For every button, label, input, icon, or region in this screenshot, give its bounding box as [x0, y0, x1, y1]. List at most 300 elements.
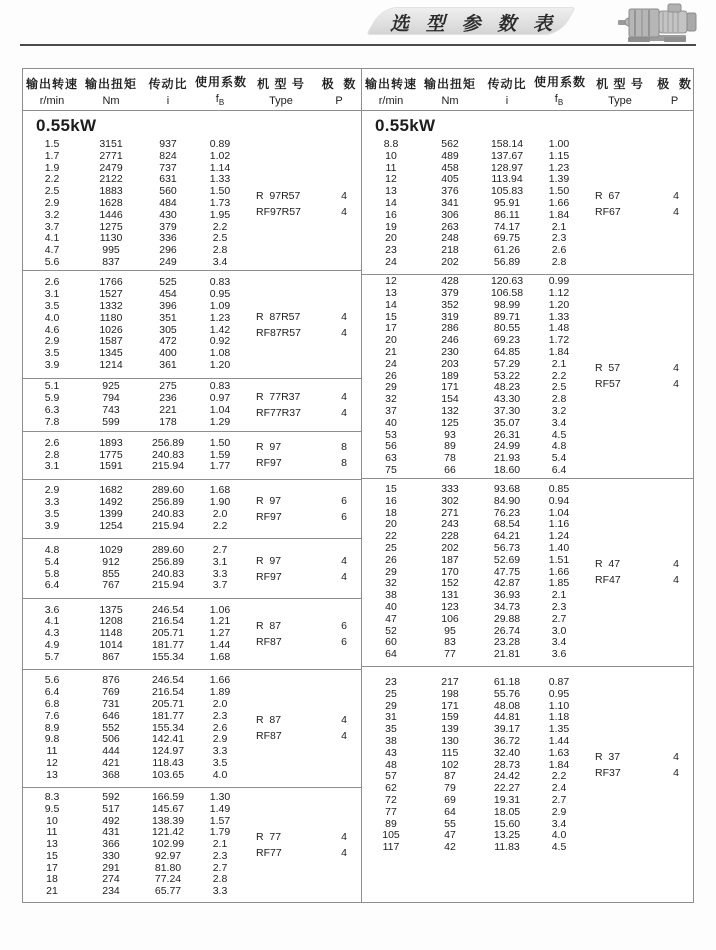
service-factor-value: 2.5	[551, 381, 567, 394]
ratio-value: 64.85	[493, 346, 521, 358]
table-row	[23, 804, 361, 816]
output-torque-value: 1130	[99, 232, 123, 245]
ratio-value: 396	[159, 299, 177, 312]
output-torque-value: 1254	[99, 519, 123, 532]
output-torque-value: 1026	[99, 323, 123, 336]
output-torque-value: 1492	[99, 496, 123, 509]
type-designations	[256, 493, 347, 525]
output-speed-value: 7.6	[44, 709, 60, 722]
table-block	[23, 539, 361, 599]
type-line	[256, 455, 347, 471]
service-factor-value: 2.1	[551, 589, 567, 602]
ratio-value: 296	[159, 244, 177, 257]
ratio-value: 21.93	[493, 452, 521, 465]
type-line	[256, 829, 347, 845]
table-row	[23, 886, 361, 898]
header-output-speed: 输出转速 r/min	[364, 76, 417, 107]
table-row	[362, 465, 693, 477]
output-torque-value: 599	[102, 415, 120, 428]
service-factor-value: 1.39	[548, 173, 570, 186]
ratio-value: 246.54	[151, 603, 185, 616]
output-torque-value: 912	[102, 555, 120, 568]
pole-count: 4	[341, 846, 347, 859]
service-factor-value: 2.3	[551, 600, 567, 613]
output-torque-value: 243	[441, 518, 459, 531]
ratio-value: 361	[159, 358, 177, 371]
block-rows	[362, 484, 693, 661]
output-speed-value: 3.9	[44, 519, 60, 532]
service-factor-value: 1.14	[209, 161, 231, 174]
type-label: R 77R37	[256, 391, 301, 403]
service-factor-value: 3.4	[551, 817, 567, 830]
output-torque-value: 274	[102, 873, 120, 886]
service-factor-value: 3.4	[212, 255, 228, 268]
output-speed-value: 2.6	[44, 276, 60, 289]
output-torque-value: 139	[441, 723, 459, 736]
table-row	[362, 347, 693, 359]
right-data-blocks	[362, 111, 693, 902]
output-torque-value: 319	[441, 310, 459, 323]
output-speed-value: 40	[385, 416, 397, 429]
type-line	[256, 712, 347, 728]
service-factor-value: 2.9	[212, 733, 228, 746]
pole-count: 4	[341, 205, 347, 218]
output-torque-value: 69	[444, 793, 456, 806]
type-line	[256, 493, 347, 509]
output-speed-value: 14	[385, 298, 397, 311]
output-speed-value: 43	[385, 746, 397, 759]
type-label: R 67	[595, 189, 621, 202]
output-torque-value: 132	[441, 404, 459, 417]
table-block	[362, 111, 693, 275]
ratio-value: 24.42	[493, 770, 521, 783]
table-row	[23, 257, 361, 269]
output-speed-value: 2.6	[44, 436, 60, 449]
table-left-half	[23, 69, 362, 902]
service-factor-value: 3.4	[551, 636, 567, 649]
type-designations	[256, 712, 347, 744]
output-torque-value: 352	[441, 298, 459, 311]
pole-count: 4	[341, 189, 347, 202]
service-factor-value: 1.90	[209, 496, 231, 509]
service-factor-value: 2.7	[551, 612, 567, 625]
service-factor-value: 0.83	[209, 380, 231, 393]
output-torque-value: 995	[102, 244, 120, 257]
ratio-value: 106.58	[490, 287, 524, 300]
output-torque-value: 42	[444, 841, 456, 854]
ratio-value: 84.90	[493, 494, 521, 507]
service-factor-value: 3.2	[551, 404, 567, 417]
output-speed-value: 89	[385, 817, 397, 830]
ratio-value: 275	[159, 380, 177, 393]
ratio-value: 92.97	[154, 849, 182, 862]
service-factor-value: 5.4	[551, 452, 567, 465]
output-torque-value: 55	[444, 817, 456, 830]
ratio-value: 166.59	[151, 790, 185, 803]
table-row	[23, 675, 361, 687]
pole-count: 4	[673, 558, 679, 571]
output-speed-value: 13	[46, 768, 58, 781]
service-factor-value: 2.4	[551, 782, 567, 795]
type-designations	[595, 749, 679, 781]
service-factor-value: 1.79	[209, 826, 231, 839]
ratio-value: 68.54	[493, 518, 521, 531]
header-ratio: 传动比 i	[487, 76, 527, 107]
table-row	[362, 323, 693, 335]
service-factor-value: 1.72	[548, 334, 570, 347]
output-torque-value: 78	[444, 452, 456, 465]
table-header-left	[23, 69, 361, 111]
pole-count: 8	[341, 457, 347, 470]
service-factor-value: 1.20	[209, 358, 231, 371]
output-torque-value: 330	[102, 849, 120, 862]
type-line	[256, 509, 347, 525]
output-speed-value: 1.5	[44, 138, 60, 150]
header-poles: 极 数 P	[321, 76, 357, 107]
output-torque-value: 106	[441, 612, 459, 625]
output-speed-value: 3.1	[44, 288, 60, 301]
type-line	[595, 188, 679, 204]
ratio-value: 289.60	[151, 484, 185, 497]
type-designations	[595, 360, 679, 392]
output-torque-value: 83	[444, 636, 456, 649]
ratio-value: 824	[159, 149, 177, 162]
output-torque-value: 731	[102, 698, 120, 710]
output-torque-value: 1180	[99, 311, 123, 324]
output-torque-value: 1208	[99, 615, 123, 628]
output-speed-value: 16	[385, 208, 397, 221]
type-label: RF87R57	[256, 326, 301, 339]
header-type: 机 型 号 Type	[596, 76, 644, 107]
type-label: R 57	[595, 362, 621, 375]
output-torque-value: 87	[444, 770, 456, 783]
service-factor-value: 1.20	[548, 298, 570, 311]
output-speed-value: 8.8	[383, 138, 399, 150]
ratio-value: 56.73	[493, 542, 521, 554]
service-factor-value: 2.2	[212, 519, 228, 532]
ratio-value: 454	[159, 288, 177, 301]
table-block	[362, 479, 693, 667]
ratio-value: 61.26	[493, 244, 521, 257]
output-speed-value: 32	[385, 393, 397, 406]
table-row	[362, 626, 693, 638]
output-torque-value: 2771	[99, 149, 123, 162]
ratio-value: 86.11	[494, 208, 520, 221]
output-speed-value: 20	[385, 334, 397, 347]
output-torque-value: 102	[441, 758, 459, 771]
output-torque-value: 170	[441, 565, 459, 578]
output-speed-value: 4.1	[44, 615, 60, 628]
pole-count: 4	[341, 391, 347, 403]
service-factor-value: 1.59	[209, 448, 231, 461]
service-factor-value: 0.95	[209, 288, 231, 301]
type-line	[256, 618, 347, 634]
output-speed-value: 18	[385, 506, 397, 519]
output-torque-value: 1029	[99, 543, 123, 556]
service-factor-value: 1.44	[548, 734, 570, 747]
table-row	[23, 792, 361, 804]
ratio-value: 48.23	[493, 381, 521, 394]
ratio-value: 21.81	[493, 648, 521, 661]
table-row	[362, 288, 693, 300]
service-factor-value: 3.6	[551, 648, 567, 661]
table-block	[23, 432, 361, 480]
service-factor-value: 1.50	[209, 436, 231, 449]
output-torque-value: 421	[102, 756, 120, 769]
output-speed-value: 26	[385, 553, 397, 566]
output-speed-value: 3.7	[44, 220, 60, 233]
service-factor-value: 4.8	[551, 440, 567, 453]
type-label: R 87	[256, 619, 282, 632]
service-factor-value: 1.35	[548, 723, 570, 736]
output-torque-value: 77	[444, 648, 456, 661]
output-torque-value: 66	[444, 463, 456, 476]
type-line	[256, 309, 347, 325]
output-torque-value: 743	[102, 404, 120, 416]
service-factor-value: 1.51	[548, 553, 570, 566]
block-rows	[23, 438, 361, 473]
pole-count: 4	[341, 730, 347, 743]
table-row	[23, 289, 361, 301]
service-factor-value: 2.3	[212, 709, 228, 722]
table-row	[362, 519, 693, 531]
ratio-value: 158.14	[490, 138, 524, 150]
ratio-value: 47.75	[493, 565, 521, 578]
ratio-value: 81.80	[154, 861, 182, 874]
ratio-value: 240.83	[151, 508, 185, 520]
output-speed-value: 15	[385, 483, 397, 496]
type-line	[256, 204, 347, 220]
table-row	[23, 277, 361, 289]
table-block	[23, 271, 361, 379]
output-torque-value: 428	[441, 275, 459, 288]
service-factor-value: 2.8	[212, 244, 228, 257]
output-torque-value: 47	[444, 829, 456, 842]
type-label: R 97	[256, 554, 282, 567]
output-torque-value: 217	[441, 676, 459, 688]
output-torque-value: 376	[441, 185, 459, 198]
output-torque-value: 1399	[99, 508, 123, 520]
output-speed-value: 25	[385, 687, 397, 700]
table-row	[23, 139, 361, 151]
service-factor-value: 3.4	[551, 416, 567, 429]
output-torque-value: 306	[441, 208, 459, 221]
ratio-value: 215.94	[151, 579, 185, 592]
service-factor-value: 1.04	[548, 506, 570, 519]
table-row	[23, 163, 361, 175]
service-factor-value: 1.48	[548, 322, 570, 335]
table-row	[362, 543, 693, 555]
output-speed-value: 8.3	[44, 790, 60, 803]
ratio-value: 69.23	[493, 334, 521, 347]
ratio-value: 145.67	[151, 802, 185, 815]
ratio-value: 65.77	[154, 885, 182, 898]
output-torque-value: 79	[444, 782, 456, 795]
type-line	[256, 389, 347, 405]
output-speed-value: 1.9	[44, 161, 60, 174]
service-factor-value: 1.66	[548, 196, 570, 209]
service-factor-value: 1.85	[548, 577, 570, 590]
block-rows	[23, 792, 361, 898]
output-speed-value: 14	[385, 196, 397, 209]
ratio-value: 105.83	[490, 185, 524, 198]
output-torque-value: 115	[441, 746, 459, 759]
ratio-value: 29.88	[493, 612, 521, 625]
output-speed-value: 6.4	[44, 579, 60, 592]
output-torque-value: 1014	[99, 638, 123, 651]
ratio-value: 26.31	[493, 428, 521, 441]
service-factor-value: 2.3	[551, 232, 567, 245]
output-torque-value: 189	[441, 369, 459, 382]
table-row	[23, 758, 361, 770]
table-block	[23, 670, 361, 788]
table-row	[23, 699, 361, 711]
pole-count: 8	[341, 441, 347, 454]
header-service-factor: 使用系数 $f_B$	[195, 75, 248, 108]
table-row	[362, 689, 693, 701]
ratio-value: 57.29	[493, 357, 521, 370]
ratio-value: 289.60	[151, 543, 185, 556]
service-factor-value: 1.84	[548, 208, 570, 221]
service-factor-value: 4.0	[551, 829, 567, 842]
table-row	[362, 233, 693, 245]
table-row	[23, 605, 361, 617]
type-label: R 87	[256, 714, 282, 727]
output-torque-value: 3151	[99, 138, 123, 150]
output-torque-value: 794	[102, 392, 120, 405]
output-speed-value: 10	[385, 149, 397, 162]
pole-count: 4	[673, 574, 679, 587]
service-factor-value: 0.92	[209, 335, 231, 348]
service-factor-value: 2.8	[551, 393, 567, 406]
block-rows	[362, 677, 693, 854]
service-factor-value: 1.10	[548, 699, 570, 712]
output-speed-value: 3.5	[44, 508, 60, 520]
output-torque-value: 1628	[99, 196, 123, 209]
output-speed-value: 11	[385, 161, 397, 174]
ratio-value: 19.31	[493, 793, 521, 806]
header-ratio: 传动比 i	[148, 76, 188, 107]
ratio-value: 56.89	[493, 255, 521, 268]
pole-count: 4	[341, 310, 347, 323]
ratio-value: 472	[159, 335, 177, 348]
type-designations	[256, 309, 347, 341]
output-torque-value: 130	[441, 734, 459, 747]
pole-count: 4	[673, 751, 679, 764]
ratio-value: 256.89	[151, 555, 185, 568]
service-factor-value: 1.95	[209, 208, 231, 221]
table-row	[23, 652, 361, 664]
service-factor-value: 6.4	[551, 463, 567, 476]
ratio-value: 631	[159, 173, 177, 186]
ratio-value: 155.34	[151, 650, 185, 663]
pole-count: 6	[341, 635, 347, 648]
output-speed-value: 4.1	[44, 232, 60, 245]
type-label: RF67	[595, 205, 621, 218]
table-row	[23, 151, 361, 163]
table-row	[362, 163, 693, 175]
pole-count: 6	[341, 619, 347, 632]
service-factor-value: 1.68	[209, 484, 231, 497]
service-factor-value: 2.2	[551, 369, 567, 382]
service-factor-value: 1.50	[548, 185, 570, 198]
ratio-value: 22.27	[493, 782, 521, 795]
output-speed-value: 40	[385, 600, 397, 613]
output-speed-value: 64	[385, 648, 397, 661]
ratio-value: 28.73	[493, 758, 521, 771]
type-label: R 97	[256, 441, 282, 454]
table-block	[23, 599, 361, 670]
output-torque-value: 93	[444, 428, 456, 441]
ratio-value: 240.83	[151, 567, 185, 580]
service-factor-value: 3.5	[212, 756, 228, 769]
ratio-value: 256.89	[151, 496, 185, 509]
ratio-value: 93.68	[493, 483, 521, 496]
output-torque-value: 246	[441, 334, 459, 347]
output-speed-value: 3.5	[44, 347, 60, 360]
type-label: RF47	[595, 574, 621, 587]
output-torque-value: 230	[441, 346, 459, 358]
block-rows	[362, 139, 693, 269]
output-torque-value: 431	[102, 826, 120, 839]
output-speed-value: 23	[385, 244, 397, 257]
header-output-torque: 输出扭矩 Nm	[423, 76, 476, 107]
ratio-value: 155.34	[151, 721, 185, 734]
output-speed-value: 17	[46, 861, 58, 874]
type-label: RF97	[256, 570, 282, 583]
output-speed-value: 6.8	[44, 698, 60, 710]
service-factor-value: 1.04	[209, 404, 231, 416]
table-row	[362, 276, 693, 288]
service-factor-value: 0.83	[209, 276, 231, 289]
ratio-value: 236	[159, 392, 177, 405]
service-factor-value: 2.7	[551, 793, 567, 806]
service-factor-value: 2.5	[212, 232, 228, 245]
type-label: RF87	[256, 730, 282, 743]
ratio-value: 113.94	[491, 173, 523, 186]
output-speed-value: 26	[385, 369, 397, 382]
output-torque-value: 1375	[99, 603, 123, 616]
ratio-value: 15.60	[493, 817, 521, 830]
type-label: R 97R57	[256, 189, 301, 202]
ratio-value: 560	[159, 185, 177, 198]
service-factor-value: 2.2	[212, 220, 228, 233]
ratio-value: 205.71	[151, 627, 185, 640]
table-row	[362, 807, 693, 819]
table-row	[362, 508, 693, 520]
output-torque-value: 855	[102, 567, 120, 580]
ratio-value: 77.24	[154, 873, 182, 886]
pole-count: 4	[673, 205, 679, 218]
type-label: RF37	[595, 767, 621, 780]
output-speed-value: 13	[385, 287, 397, 300]
table-row	[362, 430, 693, 442]
output-speed-value: 13	[385, 185, 397, 198]
service-factor-value: 3.3	[212, 567, 228, 580]
output-speed-value: 4.9	[44, 638, 60, 651]
output-torque-value: 125	[441, 416, 459, 429]
table-row	[362, 590, 693, 602]
output-speed-value: 22	[385, 530, 397, 543]
output-speed-value: 19	[385, 220, 397, 233]
table-row	[23, 816, 361, 828]
output-speed-value: 1.7	[44, 149, 60, 162]
ratio-value: 246.54	[151, 674, 185, 687]
ratio-value: 36.93	[493, 589, 521, 602]
output-speed-value: 3.9	[44, 358, 60, 371]
output-speed-value: 72	[385, 793, 397, 806]
output-torque-value: 302	[441, 494, 459, 507]
